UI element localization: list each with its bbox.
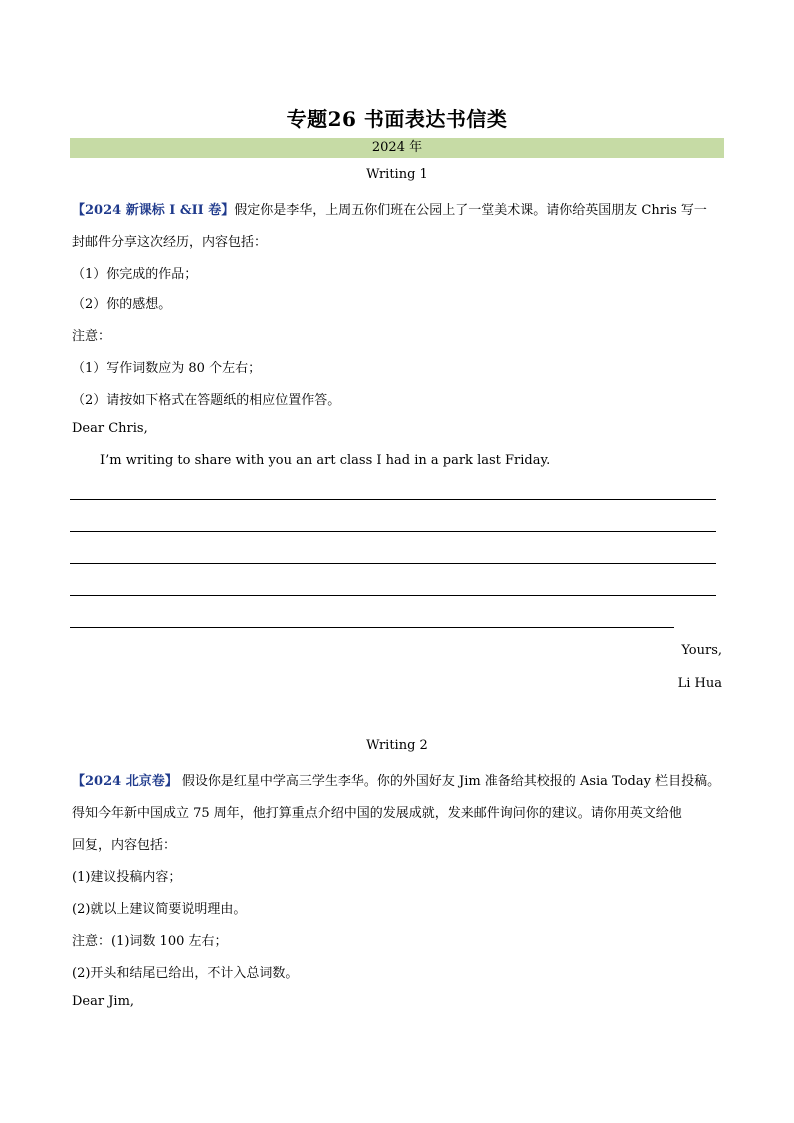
writing1-item1: （1）你完成的作品； bbox=[72, 267, 198, 282]
writing1-prompt-text: 假定你是李华，上周五你们班在公园上了一堂美术课。请你给英国朋友 Chris 写一 bbox=[234, 203, 707, 218]
writing2-note2: (2)开头和结尾已给出，不计入总词数。 bbox=[72, 966, 299, 981]
writing2-heading: Writing 2 bbox=[366, 738, 428, 753]
writing2-source-tag: 【2024 北京卷】 bbox=[72, 774, 178, 789]
writing2-prompt-line1 bbox=[72, 770, 720, 789]
answer-line bbox=[70, 531, 716, 532]
writing1-note-label: 注意： bbox=[72, 329, 112, 344]
writing1-source-tag: 【2024 新课标 I &II 卷】 bbox=[72, 203, 235, 218]
answer-line bbox=[70, 499, 716, 500]
writing1-note1: （1）写作词数应为 80 个左右； bbox=[72, 361, 262, 376]
writing2-prompt-line2: 得知今年新中国成立 75 周年，他打算重点介绍中国的发展成就，发来邮件询问你的建议。请你用英文给他 bbox=[72, 806, 682, 821]
writing2-note1: 注意：(1)词数 100 左右； bbox=[72, 934, 228, 949]
writing1-note2: （2）请按如下格式在答题纸的相应位置作答。 bbox=[72, 393, 341, 408]
writing1-heading: Writing 1 bbox=[366, 167, 428, 182]
writing1-signature: Li Hua bbox=[677, 676, 722, 691]
writing2-prompt-line3: 回复，内容包括： bbox=[72, 838, 177, 853]
writing2-prompt-text: 假设你是红星中学高三学生李华。你的外国好友 Jim 准备给其校报的 Asia Today 栏目投稿。 bbox=[177, 774, 721, 789]
writing1-item2: （2）你的感想。 bbox=[72, 297, 172, 312]
answer-line bbox=[70, 563, 716, 564]
answer-line bbox=[70, 595, 716, 596]
writing1-closing: Yours, bbox=[681, 643, 722, 658]
year-section-bar: 2024 年 bbox=[70, 138, 724, 158]
writing2-item2: (2)就以上建议简要说明理由。 bbox=[72, 902, 247, 917]
writing1-prompt-line2: 封邮件分享这次经历，内容包括： bbox=[72, 235, 268, 250]
writing1-prompt-line1 bbox=[72, 199, 707, 218]
writing1-opening-sentence: I’m writing to share with you an art class I had in a park last Friday. bbox=[100, 453, 551, 468]
writing1-greeting: Dear Chris, bbox=[72, 421, 148, 436]
writing2-item1: (1)建议投稿内容； bbox=[72, 870, 182, 885]
writing2-greeting: Dear Jim, bbox=[72, 994, 135, 1009]
page-title: 专题26 书面表达书信类 bbox=[286, 107, 508, 131]
answer-line bbox=[70, 627, 674, 628]
